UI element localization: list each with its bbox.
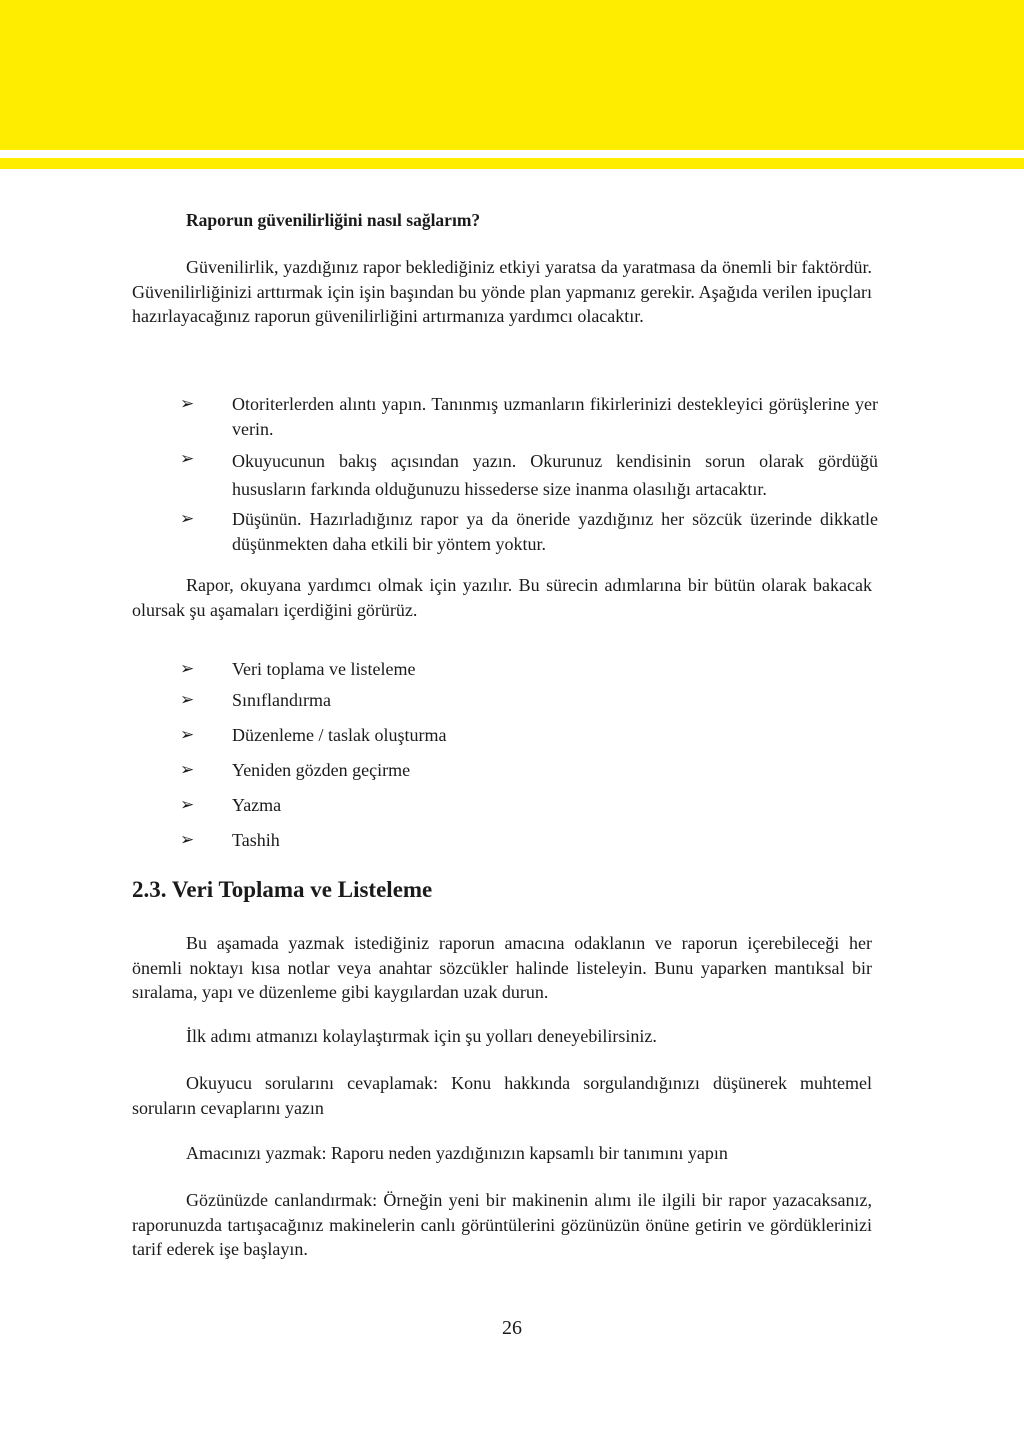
arrow-bullet-icon: ➢ (180, 725, 195, 744)
arrow-bullet-icon: ➢ (180, 449, 195, 468)
step-text: Sınıflandırma (232, 690, 331, 710)
section-paragraph: İlk adımı atmanızı kolaylaştırmak için şu yolları deneyebilirsiniz. (186, 1026, 657, 1046)
arrow-bullet-icon: ➢ (180, 659, 195, 678)
section-heading: 2.3. Veri Toplama ve Listeleme (132, 877, 433, 902)
tip-text: Düşünün. Hazırladığınız rapor ya da öneride yazdığınız her sözcük üzerinde dikkatle düşünmekten daha etkili bir yöntem yoktur. (232, 509, 878, 554)
arrow-bullet-icon: ➢ (180, 690, 195, 709)
intro-paragraph: Güvenilirlik, yazdığınız rapor beklediğiniz etkiyi yaratsa da yaratmasa da önemli bir faktördür. Güvenilirliğinizi arttırmak için işin başından bu yönde plan yapmanız gerekir. Aşağıda verilen ipuçları hazırlayacağınız raporun güvenilirliğini artırmanıza yardımcı olacaktır. (132, 257, 872, 326)
section-paragraph: Amacınızı yazmak: Raporu neden yazdığınızın kapsamlı bir tanımını yapın (186, 1143, 728, 1163)
arrow-bullet-icon: ➢ (180, 760, 195, 779)
header-yellow-band (0, 0, 1024, 150)
arrow-bullet-icon: ➢ (180, 509, 195, 528)
arrow-bullet-icon: ➢ (180, 394, 195, 413)
step-text: Yeniden gözden geçirme (232, 760, 411, 780)
arrow-bullet-icon: ➢ (180, 795, 195, 814)
step-text: Yazma (232, 795, 282, 815)
step-text: Veri toplama ve listeleme (232, 659, 416, 679)
subheading-question: Raporun güvenilirliğini nasıl sağlarım? (186, 210, 481, 230)
page-number: 26 (502, 1317, 522, 1339)
header-yellow-strip (0, 158, 1024, 169)
step-text: Tashih (232, 830, 280, 850)
step-text: Düzenleme / taslak oluşturma (232, 725, 447, 745)
section-paragraph: Bu aşamada yazmak istediğiniz raporun amacına odaklanın ve raporun içerebileceği her önemli noktayı kısa notlar veya anahtar sözcükler halinde listeleyin. Bunu yaparken mantıksal bir sıralama, yapı ve düzenleme gibi kaygılardan uzak durun. (132, 933, 872, 1002)
tip-text: Okuyucunun bakış açısından yazın. Okurunuz kendisinin sorun olarak gördüğü hususların farkında olduğunuzu hissederse size inanma olasılığı artacaktır. (232, 451, 878, 499)
section-paragraph: Gözünüzde canlandırmak: Örneğin yeni bir makinenin alımı ile ilgili bir rapor yazacaksanız, raporunuzda tartışacağınız makinelerin canlı görüntülerini gözünüzün önüne getirin ve gördüklerinizi tarif ederek işe başlayın. (132, 1190, 872, 1259)
tip-text: Otoriterlerden alıntı yapın. Tanınmış uzmanların fikirlerinizi destekleyici görüşlerine yer verin. (232, 394, 878, 439)
process-paragraph: Rapor, okuyana yardımcı olmak için yazılır. Bu sürecin adımlarına bir bütün olarak bakacak olursak şu aşamaları içerdiğini görürüz. (132, 575, 872, 620)
arrow-bullet-icon: ➢ (180, 830, 195, 849)
section-paragraph: Okuyucu sorularını cevaplamak: Konu hakkında sorgulandığınızı düşünerek muhtemel soruların cevaplarını yazın (132, 1073, 872, 1118)
